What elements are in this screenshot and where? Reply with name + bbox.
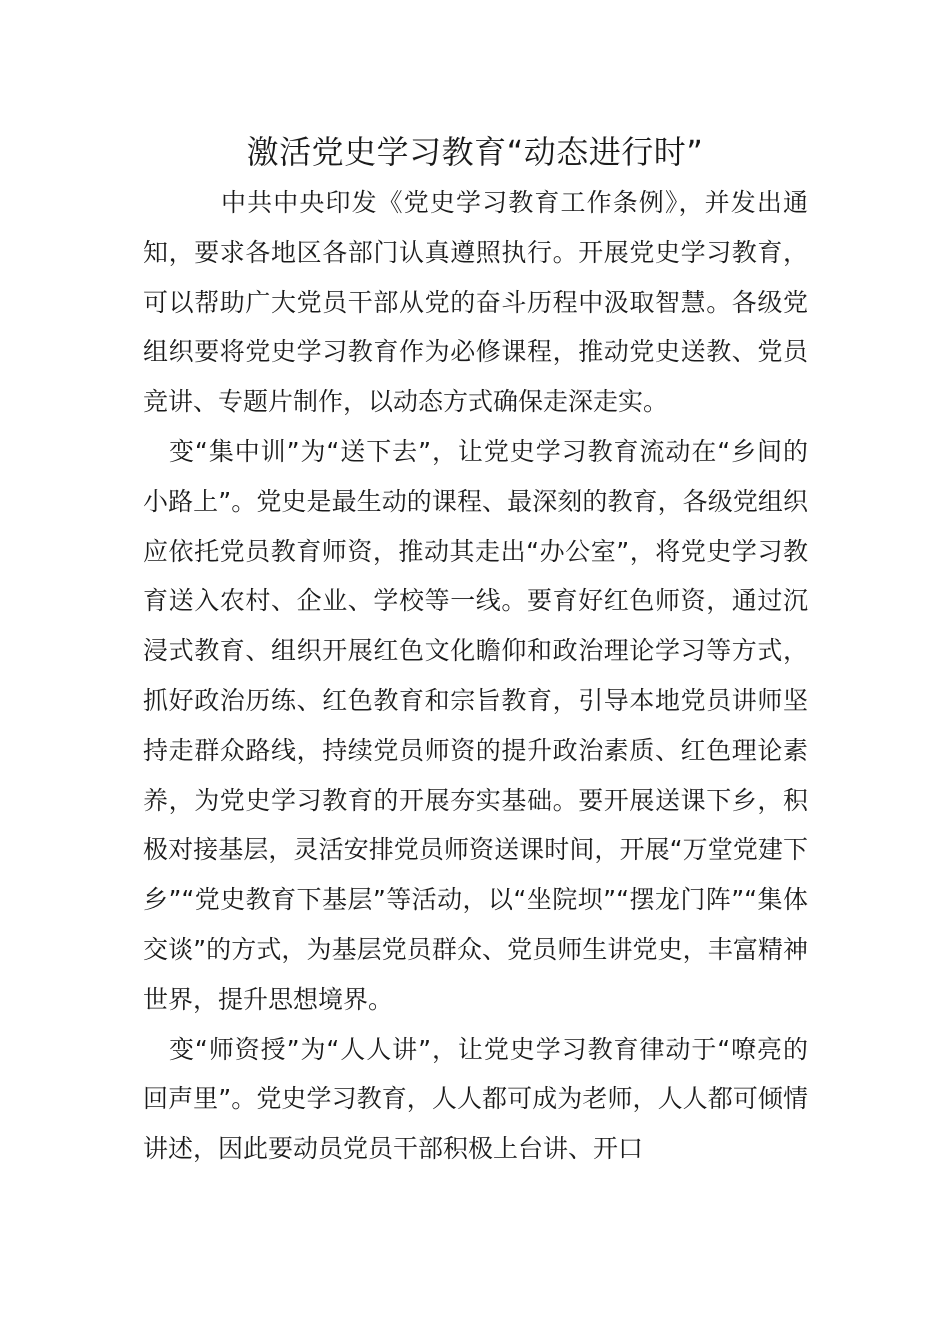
paragraph-intro: 中共中央印发《党史学习教育工作条例》，并发出通知，要求各地区各部门认真遵照执行。开展党史学习教育，可以帮助广大党员干部从党的奋斗历程中汲取智慧。各级党组织要将党史学习教育作为必修课程，推动党史送教、党员竞讲、专题片制作，以动态方式确保走深走实。 [143, 188, 808, 417]
document-body [143, 178, 808, 1174]
document-title: 激活党史学习教育“动态进行时” [246, 133, 704, 171]
paragraph-send-down: 变“集中训”为“送下去”，让党史学习教育流动在“乡间的小路上”。党史是最生动的课程、最深刻的教育，各级党组织应依托党员教育师资，推动其走出“办公室”，将党史学习教育送入农村、企业、学校等一线。要育好红色师资，通过沉浸式教育、组织开展红色文化瞻仰和政治理论学习等方式，抓好政治历练、红色教育和宗旨教育，引导本地党员讲师坚持走群众路线，持续党员师资的提升政治素质、红色理论素养，为党史学习教育的开展夯实基础。要开展送课下乡，积极对接基层，灵活安排党员师资送课时间，开展“万堂党建下乡”“党史教育下基层”等活动，以“坐院坝”“摆龙门阵”“集体交谈”的方式，为基层党员群众、党员师生讲党史，丰富精神世界，提升思想境界。 [143, 436, 808, 1014]
paragraph-everyone-speaks: 变“师资授”为“人人讲”，让党史学习教育律动于“嘹亮的回声里”。党史学习教育，人人都可成为老师，人人都可倾情讲述，因此要动员党员干部积极上台讲、开口 [143, 1034, 808, 1164]
